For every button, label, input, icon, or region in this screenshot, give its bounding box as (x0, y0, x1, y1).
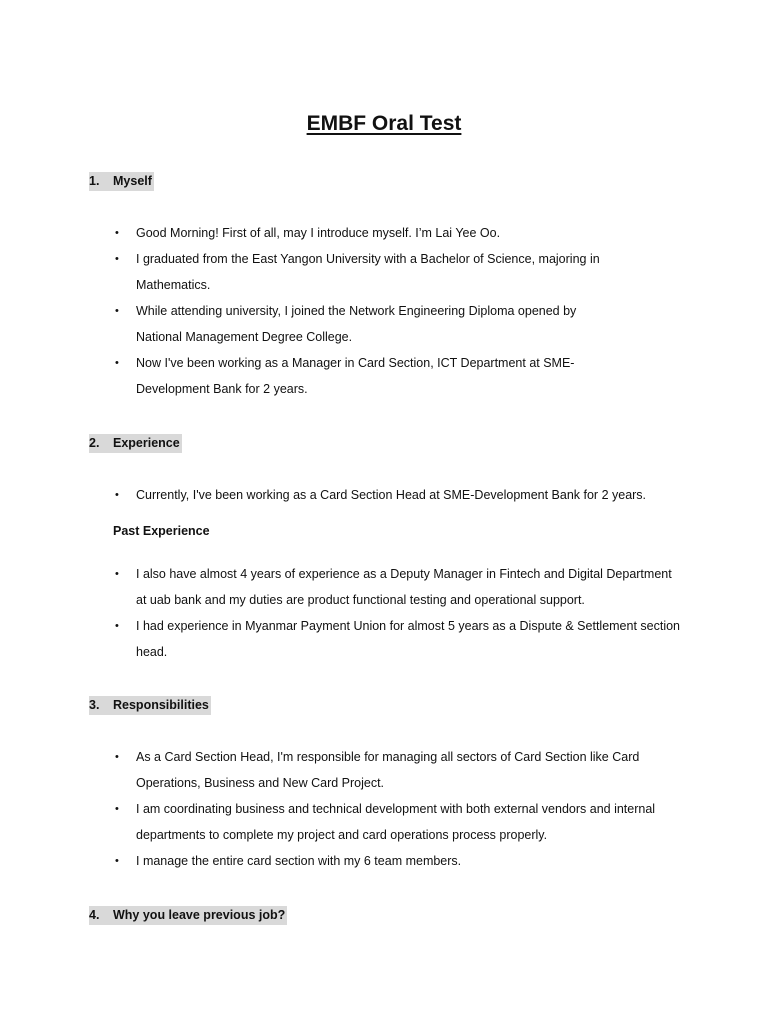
bullet-icon: • (115, 253, 119, 265)
myself-list (115, 220, 615, 402)
section-title: Responsibilities (113, 698, 209, 712)
section-title: Why you leave previous job? (113, 908, 286, 922)
list-item: • I am coordinating business and technical development with both external vendors and internal departments to complete my project and card operations process properly. (115, 796, 680, 848)
list-item: • Good Morning! First of all, may I introduce myself. I’m Lai Yee Oo. (115, 220, 615, 246)
section-title: Experience (113, 436, 180, 450)
experience-list (115, 482, 685, 508)
bullet-icon: • (115, 620, 119, 632)
section-heading-myself (89, 172, 154, 191)
section-heading-why-leave (89, 906, 287, 925)
section-title: Myself (113, 174, 152, 188)
past-experience-heading: Past Experience (113, 524, 210, 538)
bullet-icon: • (115, 568, 119, 580)
list-item: • While attending university, I joined the Network Engineering Diploma opened by National Management Degree College. (115, 298, 615, 350)
responsibilities-list (115, 744, 680, 874)
section-number: 1. (89, 174, 100, 188)
section-heading-experience (89, 434, 182, 453)
bullet-icon: • (115, 227, 119, 239)
document-title: EMBF Oral Test (306, 112, 462, 135)
list-item: • Now I've been working as a Manager in Card Section, ICT Department at SME-Development Bank for 2 years. (115, 350, 615, 402)
section-number: 3. (89, 698, 100, 712)
bullet-icon: • (115, 855, 119, 867)
list-item: • I manage the entire card section with my 6 team members. (115, 848, 680, 874)
bullet-icon: • (115, 803, 119, 815)
section-number: 4. (89, 908, 100, 922)
list-item: • I graduated from the East Yangon University with a Bachelor of Science, majoring in Mathematics. (115, 246, 615, 298)
bullet-icon: • (115, 357, 119, 369)
section-number: 2. (89, 436, 100, 450)
section-heading-responsibilities (89, 696, 211, 715)
list-item: • I also have almost 4 years of experience as a Deputy Manager in Fintech and Digital Department at uab bank and my duties are product functional testing and operational support. (115, 561, 685, 613)
list-item: • Currently, I've been working as a Card Section Head at SME-Development Bank for 2 years. (115, 482, 685, 508)
list-item: • As a Card Section Head, I'm responsible for managing all sectors of Card Section like Card Operations, Business and New Card Project. (115, 744, 680, 796)
bullet-icon: • (115, 489, 119, 501)
bullet-icon: • (115, 751, 119, 763)
bullet-icon: • (115, 305, 119, 317)
list-item: • I had experience in Myanmar Payment Union for almost 5 years as a Dispute & Settlement section head. (115, 613, 685, 665)
past-experience-list (115, 561, 685, 665)
